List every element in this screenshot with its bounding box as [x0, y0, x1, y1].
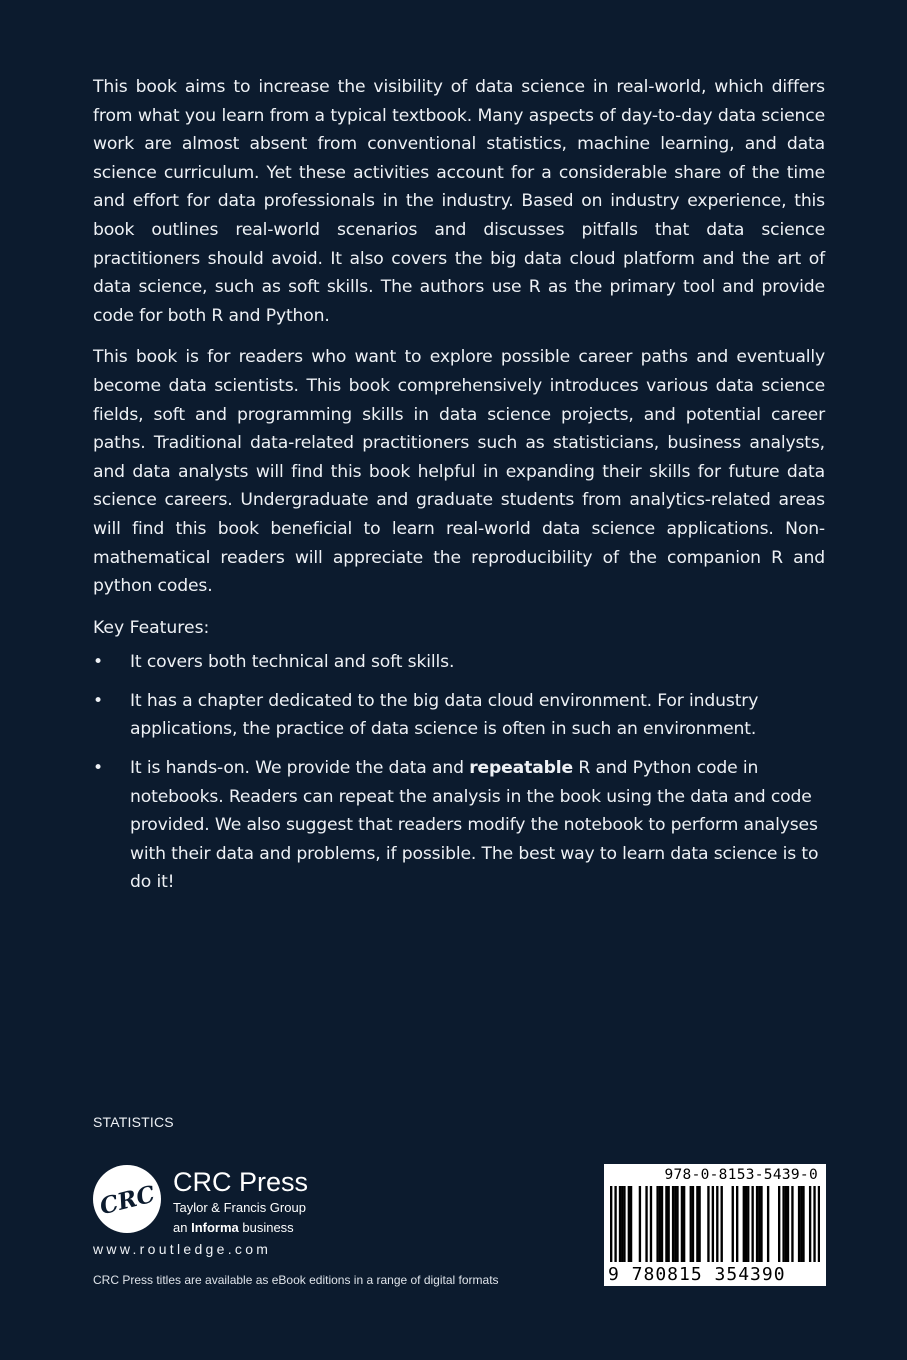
barcode-bar: [667, 1186, 669, 1262]
barcode-bar: [736, 1186, 738, 1262]
barcode-bar: [628, 1186, 630, 1262]
barcode-bar: [698, 1186, 700, 1262]
ean-digits: 9 780815 354390: [608, 1264, 786, 1285]
barcode-bar: [645, 1186, 647, 1262]
barcode-bar: [732, 1186, 734, 1262]
publisher-business-line: an Informa business: [173, 1220, 294, 1235]
barcode-bar: [818, 1186, 820, 1262]
key-features-list: [93, 648, 825, 897]
barcode-bar: [696, 1186, 698, 1262]
barcode-bar: [665, 1186, 667, 1262]
feature-item: [93, 687, 825, 744]
barcode-bar: [676, 1186, 678, 1262]
barcode-bar: [621, 1186, 623, 1262]
barcode-bars: [610, 1186, 820, 1262]
bullet-icon: •: [93, 690, 103, 711]
key-features-title: Key Features:: [93, 617, 210, 638]
barcode-bar: [619, 1186, 621, 1262]
description-paragraph-1: This book aims to increase the visibility of data science in real-world, which differs from what you learn from a typical textbook. Many aspects of day-to-day data science work are almost absent from conventional statistics, machine learning, and data science curriculum. Yet these activities account for a considerable share of the time and effort for data professionals in the industry. Based on industry experience, this book outlines real-world scenarios and discusses pitfalls that data science practitioners should avoid. It also covers the big data cloud platform and the art of data science, such as soft skills. The authors use R as the primary tool and provide code for both R and Python.: [93, 77, 825, 326]
barcode-bar: [661, 1186, 663, 1262]
barcode-bar: [681, 1186, 683, 1262]
barcode-bar: [610, 1186, 612, 1262]
barcode-bar: [798, 1186, 800, 1262]
feature-text-start: It is hands-on. We provide the data and: [130, 758, 470, 779]
barcode-bar: [707, 1186, 709, 1262]
publisher-logo-block: [93, 1165, 353, 1235]
barcode-bar: [712, 1186, 714, 1262]
isbn-number: 978-0-8153-5439-0: [664, 1167, 818, 1183]
barcode-bar: [760, 1186, 762, 1262]
feature-text: It has a chapter dedicated to the big data cloud environment. For industry applications, the practice of data science is often in such an environment.: [130, 690, 759, 740]
barcode-bar: [745, 1186, 747, 1262]
description-paragraph-2: This book is for readers who want to explore possible career paths and eventually become data scientists. This book comprehensively introduces various data science fields, soft and programming skills in data science projects, and potential career paths. Traditional data-related practitioners such as statisticians, business analysts, and data analysts will find this book helpful in expanding their skills for future data science careers. Undergraduate and graduate students from analytics-related areas will find this book beneficial to learn real-world data science applications. Non-mathematical readers will appreciate the reproducibility of the companion R and python codes.: [93, 347, 825, 597]
barcode-bar: [756, 1186, 758, 1262]
barcode-bar: [614, 1186, 616, 1262]
barcode-bar: [674, 1186, 676, 1262]
barcode-bar: [692, 1186, 694, 1262]
back-cover-text: [93, 73, 825, 907]
barcode-bar: [787, 1186, 789, 1262]
barcode-bar: [656, 1186, 658, 1262]
barcode-bar: [623, 1186, 625, 1262]
feature-item: [93, 648, 825, 677]
ebook-availability-note: CRC Press titles are available as eBook editions in a range of digital formats: [93, 1273, 499, 1287]
barcode-bar: [743, 1186, 745, 1262]
barcode-bar: [630, 1186, 632, 1262]
barcode-bar: [747, 1186, 749, 1262]
barcode-bar: [800, 1186, 802, 1262]
barcode-bar: [721, 1186, 723, 1262]
barcode-bar: [791, 1186, 793, 1262]
publisher-group: Taylor & Francis Group: [173, 1200, 306, 1215]
barcode-bar: [683, 1186, 685, 1262]
barcode-bar: [758, 1186, 760, 1262]
feature-text-end: R and Python code in notebooks. Readers can repeat the analysis in the book using the data and code provided. We also suggest that readers modify the notebook to perform analyses with their data and problems, if possible. The best way to learn data science is to do it!: [130, 758, 819, 893]
barcode-bar: [751, 1186, 753, 1262]
barcode-bar: [778, 1186, 780, 1262]
barcode-bar: [672, 1186, 674, 1262]
bullet-icon: •: [93, 652, 103, 673]
barcode-bar: [813, 1186, 815, 1262]
feature-text: It covers both technical and soft skills.: [130, 652, 455, 673]
feature-item: [93, 754, 825, 897]
barcode-bar: [659, 1186, 661, 1262]
barcode-bar: [690, 1186, 692, 1262]
barcode-bar: [716, 1186, 718, 1262]
crc-logo-icon: [93, 1165, 161, 1233]
isbn-barcode: [604, 1164, 826, 1286]
barcode-bar: [782, 1186, 784, 1262]
barcode-bar: [809, 1186, 811, 1262]
crc-logo-text: CRC: [97, 1180, 158, 1221]
publisher-website: www.routledge.com: [93, 1241, 272, 1257]
barcode-bar: [650, 1186, 652, 1262]
barcode-bar: [767, 1186, 769, 1262]
feature-text-bold: repeatable: [469, 758, 574, 779]
publisher-name: CRC Press: [173, 1167, 309, 1197]
barcode-bar: [785, 1186, 787, 1262]
barcode-bar: [639, 1186, 641, 1262]
barcode-bar: [802, 1186, 804, 1262]
bullet-icon: •: [93, 758, 103, 779]
feature-text: [130, 758, 818, 892]
subject-category: STATISTICS: [93, 1114, 174, 1130]
